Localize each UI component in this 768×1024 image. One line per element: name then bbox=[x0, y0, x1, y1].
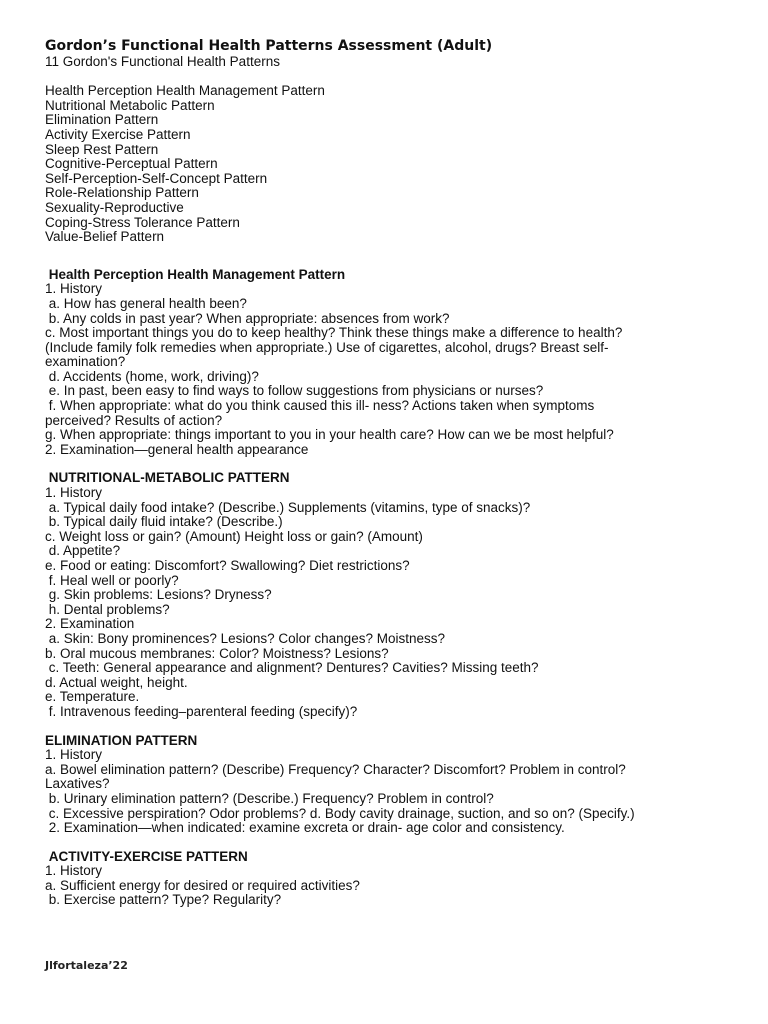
section-line: 1. History bbox=[45, 485, 103, 501]
document-title: Gordon’s Functional Health Patterns Assessment (Adult) bbox=[45, 38, 493, 54]
pattern-list-item: Value-Belief Pattern bbox=[45, 229, 165, 245]
spacer bbox=[45, 720, 735, 734]
pattern-list bbox=[45, 84, 735, 245]
pattern-list-item: Nutritional Metabolic Pattern bbox=[45, 97, 215, 113]
section-health-perception bbox=[45, 268, 735, 458]
pattern-list-item: Sleep Rest Pattern bbox=[45, 141, 159, 157]
section-line: 2. Examination—when indicated: examine excreta or drain- age color and consistency. bbox=[45, 820, 565, 836]
spacer bbox=[45, 245, 735, 268]
section-line: 1. History bbox=[45, 281, 103, 297]
section-activity-exercise bbox=[45, 850, 735, 908]
section-heading: ELIMINATION PATTERN bbox=[45, 732, 198, 748]
pattern-list-item: Sexuality-Reproductive bbox=[45, 199, 184, 215]
pattern-list-item: Self-Perception-Self-Concept Pattern bbox=[45, 170, 268, 186]
section-line: c. Excessive perspiration? Odor problems? d. Body cavity drainage, suction, and so on? (Specify.) bbox=[45, 805, 635, 821]
section-line: e. Temperature. bbox=[45, 689, 140, 705]
section-line: g. Skin problems: Lesions? Dryness? bbox=[45, 587, 272, 603]
pattern-list-item: Activity Exercise Pattern bbox=[45, 126, 191, 142]
section-line: (Include family folk remedies when appropriate.) Use of cigarettes, alcohol, drugs? Breast self- bbox=[45, 339, 609, 355]
footer-credit: Jlfortaleza’22 bbox=[45, 959, 128, 972]
section-line: 2. Examination—general health appearance bbox=[45, 441, 309, 457]
spacer bbox=[45, 70, 735, 85]
section-line: e. Food or eating: Discomfort? Swallowing? Diet restrictions? bbox=[45, 558, 410, 573]
pattern-list-item: Coping-Stress Tolerance Pattern bbox=[45, 214, 240, 230]
pattern-list-item: Role-Relationship Pattern bbox=[45, 185, 199, 201]
document-subtitle: 11 Gordon's Functional Health Patterns bbox=[45, 54, 280, 69]
section-line: d. Accidents (home, work, driving)? bbox=[45, 368, 259, 384]
section-line: b. Any colds in past year? When appropriate: absences from work? bbox=[45, 310, 450, 326]
pattern-list-item: Cognitive-Perceptual Pattern bbox=[45, 156, 218, 172]
section-line: a. Skin: Bony prominences? Lesions? Color changes? Moistness? bbox=[45, 630, 445, 646]
section-line: a. How has general health been? bbox=[45, 295, 247, 311]
section-line: c. Weight loss or gain? (Amount) Height loss or gain? (Amount) bbox=[45, 528, 423, 544]
spacer bbox=[45, 836, 735, 850]
section-line: a. Typical daily food intake? (Describe.) Supplements (vitamins, type of snacks)? bbox=[45, 499, 531, 515]
section-line: b. Oral mucous membranes: Color? Moistness? Lesions? bbox=[45, 645, 389, 661]
section-line: c. Teeth: General appearance and alignment? Dentures? Cavities? Missing teeth? bbox=[45, 660, 539, 676]
section-line: 1. History bbox=[45, 863, 103, 879]
pattern-list-item: Health Perception Health Management Pattern bbox=[45, 83, 325, 99]
section-heading: Health Perception Health Management Pattern bbox=[45, 266, 346, 282]
section-line: perceived? Results of action? bbox=[45, 412, 223, 428]
document-page bbox=[45, 38, 735, 908]
section-line: d. Appetite? bbox=[45, 543, 121, 559]
section-line: b. Exercise pattern? Type? Regularity? bbox=[45, 892, 282, 908]
section-line: f. Heal well or poorly? bbox=[45, 572, 179, 588]
section-heading: NUTRITIONAL-METABOLIC PATTERN bbox=[45, 470, 290, 486]
section-line: h. Dental problems? bbox=[45, 601, 170, 617]
section-line: e. In past, been easy to find ways to follow suggestions from physicians or nurses? bbox=[45, 383, 544, 399]
section-line: a. Sufficient energy for desired or required activities? bbox=[45, 877, 360, 893]
section-line: examination? bbox=[45, 354, 126, 370]
section-line: b. Typical daily fluid intake? (Describe.) bbox=[45, 514, 283, 530]
section-line: f. Intravenous feeding–parenteral feeding (specify)? bbox=[45, 703, 358, 719]
section-heading: ACTIVITY-EXERCISE PATTERN bbox=[45, 848, 248, 864]
section-nutritional-metabolic bbox=[45, 471, 735, 719]
pattern-list-item: Elimination Pattern bbox=[45, 112, 159, 128]
section-line: Laxatives? bbox=[45, 776, 110, 792]
section-line: a. Bowel elimination pattern? (Describe) Frequency? Character? Discomfort? Problem in control? bbox=[45, 761, 626, 777]
section-line: 2. Examination bbox=[45, 616, 135, 632]
section-elimination bbox=[45, 734, 735, 836]
section-line: d. Actual weight, height. bbox=[45, 674, 188, 690]
section-line: f. When appropriate: what do you think caused this ill- ness? Actions taken when symptoms bbox=[45, 398, 595, 414]
spacer bbox=[45, 457, 735, 471]
section-line: b. Urinary elimination pattern? (Describe.) Frequency? Problem in control? bbox=[45, 790, 494, 806]
section-line: c. Most important things you do to keep healthy? Think these things make a difference to health? bbox=[45, 325, 623, 341]
section-line: 1. History bbox=[45, 747, 103, 763]
section-line: g. When appropriate: things important to you in your health care? How can we be most helpful? bbox=[45, 427, 614, 443]
